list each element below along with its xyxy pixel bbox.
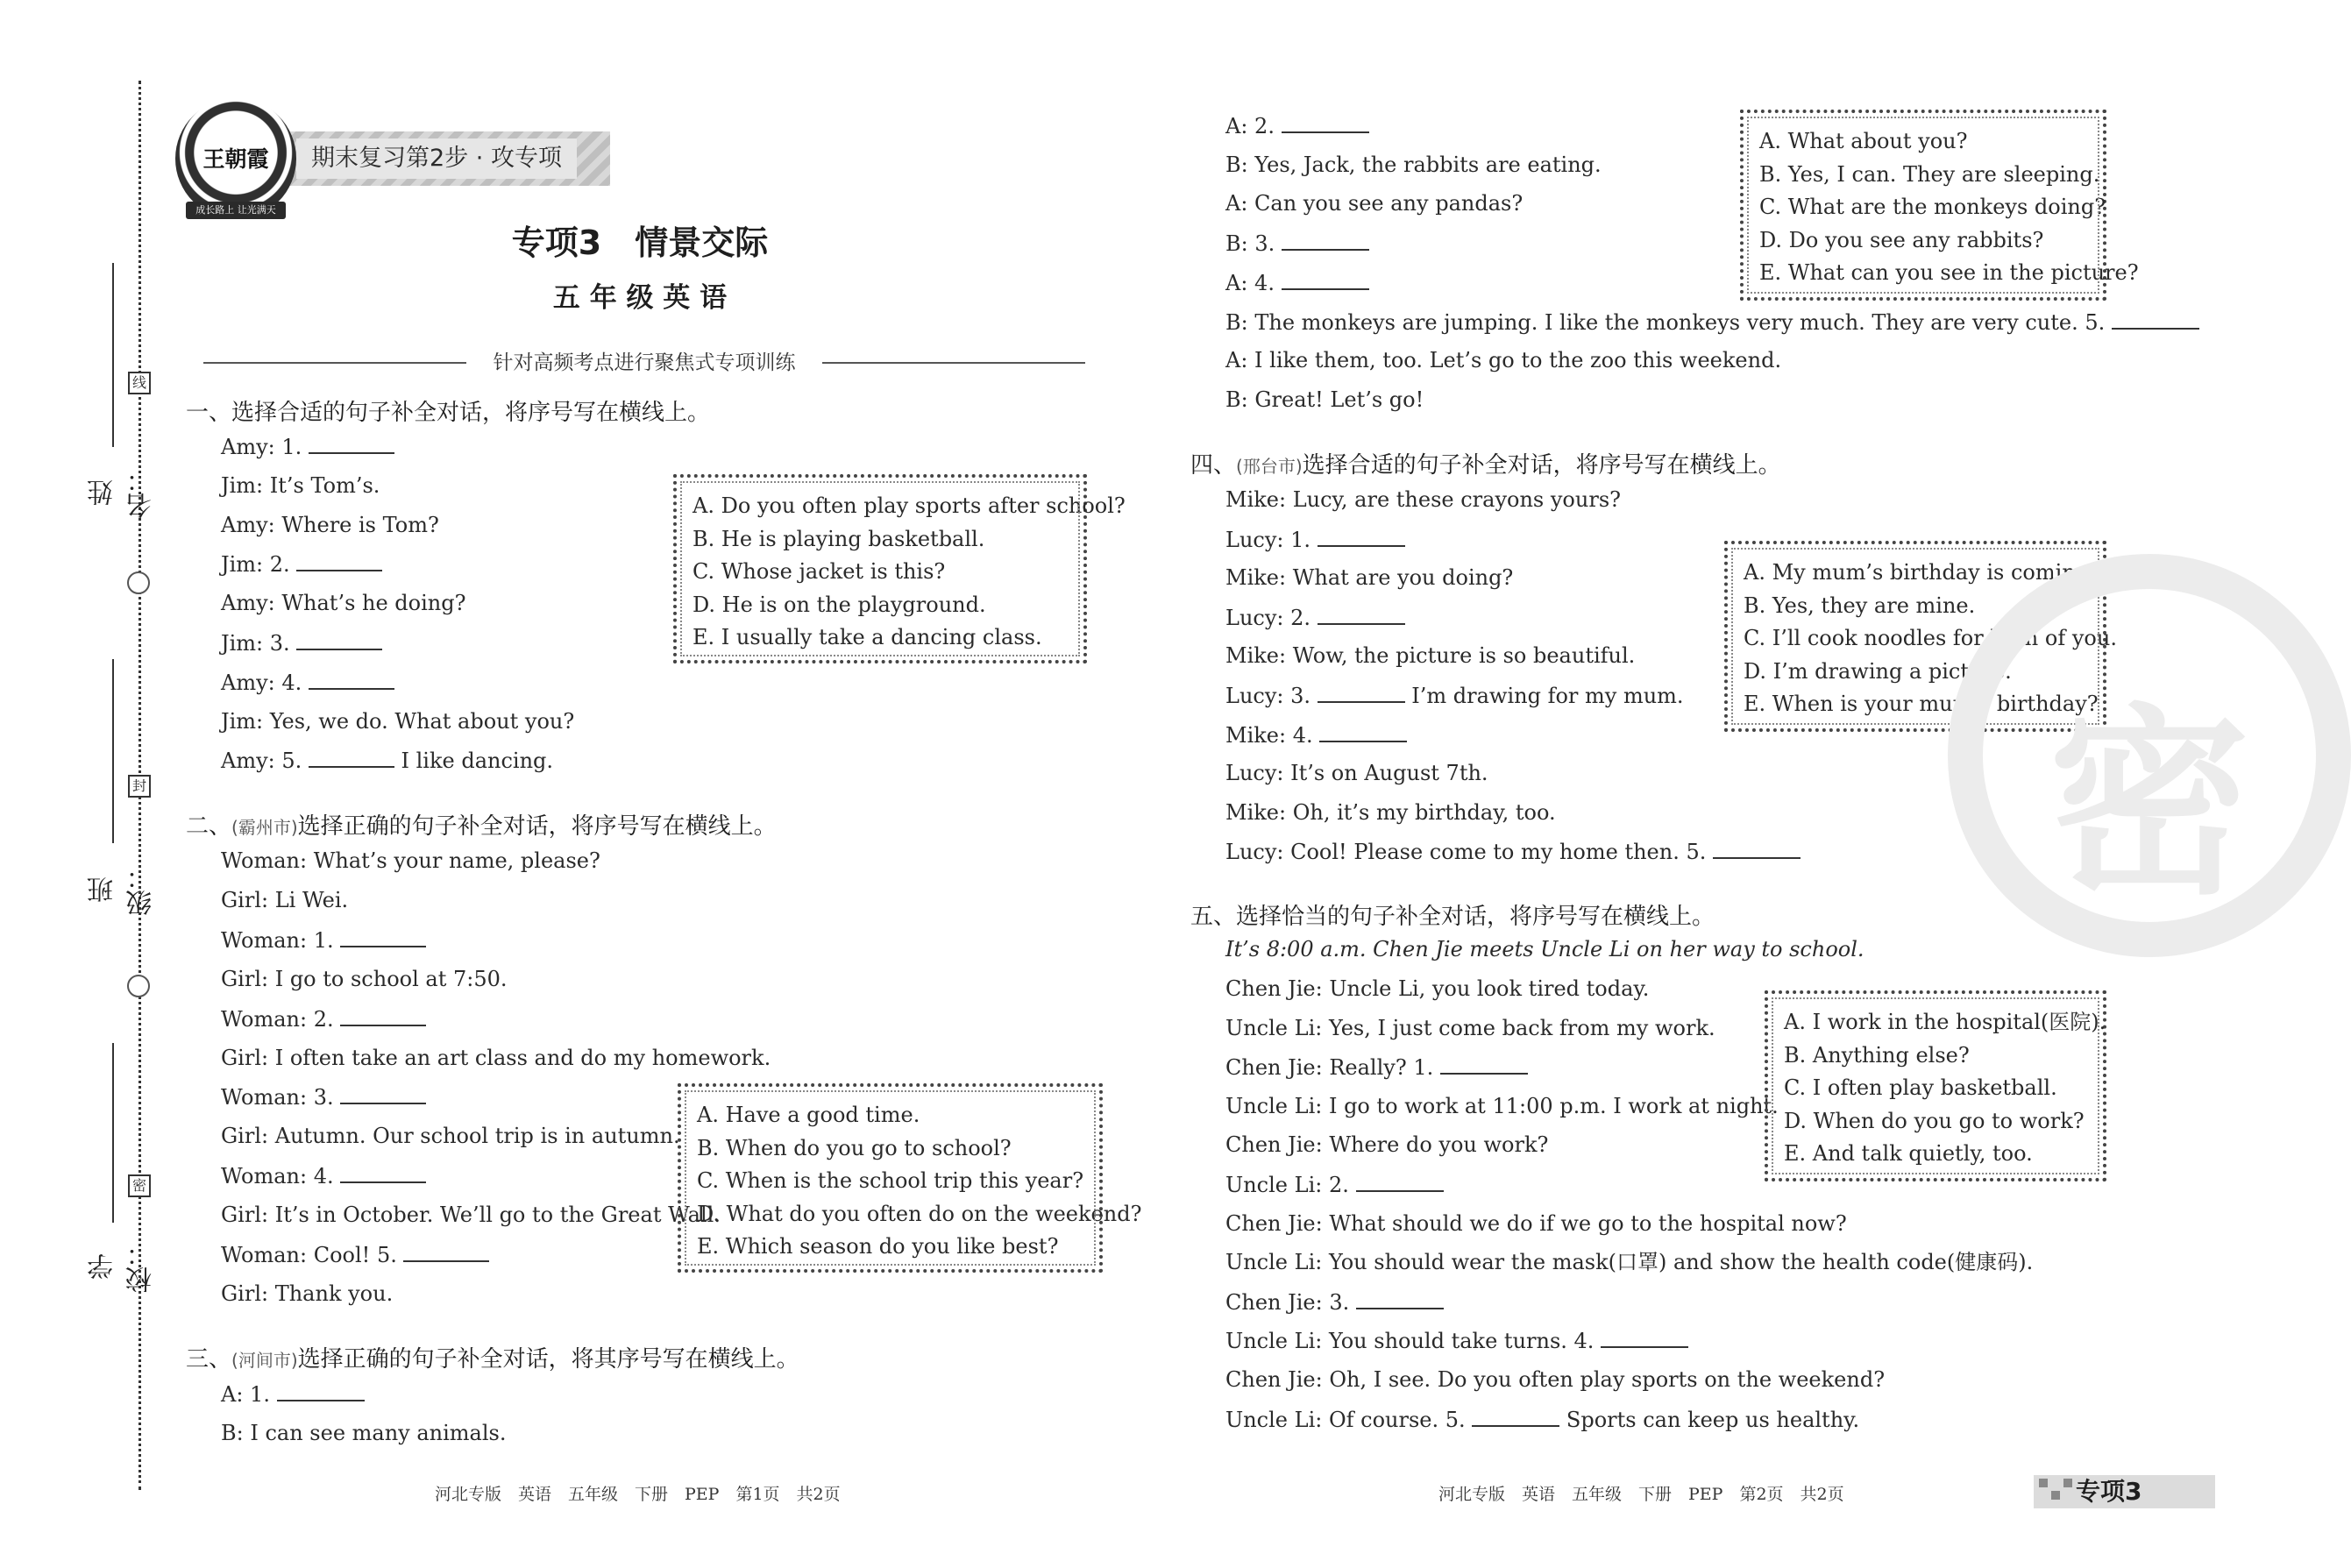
seal-tag-secret: 密 <box>128 1174 151 1197</box>
page-subtitle: 五 年 级 英 语 <box>552 282 728 314</box>
dialogue-line <box>1225 976 1649 1002</box>
section3-region-tag: (河间市) <box>231 1350 298 1371</box>
class-field-label: 班级： <box>88 863 157 916</box>
brand-logo <box>175 98 296 219</box>
dialogue-line <box>221 848 600 874</box>
section3-options <box>1740 110 2139 301</box>
dialogue-line <box>221 550 382 578</box>
answer-blank[interactable] <box>277 1380 365 1401</box>
answer-blank[interactable] <box>1601 1327 1688 1348</box>
dialogue-text: Girl: Thank you. <box>221 1281 394 1306</box>
dialogue-text: Lucy: 2. <box>1225 605 1318 630</box>
section1-heading: 一、选择合适的句子补全对话，将序号写在横线上。 <box>186 400 711 426</box>
dialogue-line <box>1225 1015 1715 1041</box>
dialogue-text: Uncle Li: You should take turns. 4. <box>1225 1329 1602 1354</box>
corner-section-label: 专项3 <box>2076 1477 2142 1506</box>
answer-blank[interactable] <box>1318 604 1405 625</box>
dialogue-line <box>221 1202 721 1228</box>
answer-blank[interactable] <box>340 1083 426 1104</box>
dialogue-text: Amy: 1. <box>221 435 309 459</box>
answer-blank[interactable] <box>1282 269 1369 290</box>
dialogue-text: Jim: Yes, we do. What about you? <box>221 708 575 734</box>
dialogue-text: Lucy: It’s on August 7th. <box>1225 761 1488 786</box>
section5-intro: It’s 8:00 a.m. Chen Jie meets Uncle Li on her way to school. <box>1225 937 1864 961</box>
dialogue-line <box>1225 347 1781 373</box>
option-item: A. Do you often play sports after school? <box>693 493 1126 518</box>
option-item: A. I work in the hospital(医院). <box>1784 1010 2106 1034</box>
dialogue-line <box>1225 1288 1444 1316</box>
dialogue-line <box>1225 682 1684 709</box>
answer-blank[interactable] <box>340 1162 426 1183</box>
dialogue-line <box>1225 642 1635 669</box>
dialogue-text: Chen Jie: What should we do if we go to the hospital now? <box>1225 1210 1847 1236</box>
dialogue-line <box>221 1420 507 1446</box>
corner-pattern-icon <box>2051 1491 2060 1500</box>
option-item: D. What do you often do on the weekend? <box>697 1201 1142 1226</box>
section5-heading: 五、选择恰当的句子补全对话，将序号写在横线上。 <box>1190 904 1715 930</box>
option-item: C. I often play basketball. <box>1784 1075 2057 1100</box>
dialogue-line <box>1225 564 1513 591</box>
answer-blank[interactable] <box>1356 1288 1444 1309</box>
dialogue-text: Woman: Cool! 5. <box>221 1243 404 1267</box>
dialogue-line <box>221 747 553 774</box>
series-banner <box>286 131 610 186</box>
option-item: A. What about you? <box>1759 129 1968 153</box>
dialogue-line <box>1225 799 1556 826</box>
option-item: C. When is the school trip this year? <box>697 1168 1084 1193</box>
answer-blank[interactable] <box>1472 1406 1559 1427</box>
dialogue-text: Mike: Wow, the picture is so beautiful. <box>1225 643 1636 669</box>
corner-section-tag <box>2034 1475 2215 1508</box>
dialogue-line <box>221 708 574 734</box>
option-item: D. He is on the playground. <box>693 592 986 617</box>
option-item: E. What can you see in the picture? <box>1759 260 2139 285</box>
answer-blank[interactable] <box>403 1241 489 1262</box>
section3-heading <box>186 1341 799 1373</box>
answer-blank[interactable] <box>1319 721 1407 742</box>
option-item: E. Which season do you like best? <box>697 1234 1059 1259</box>
option-item: E. When is your mum’s birthday? <box>1744 692 2099 716</box>
dialogue-text: B: Yes, Jack, the rabbits are eating. <box>1225 152 1602 177</box>
dialogue-text: Lucy: 1. <box>1225 527 1318 552</box>
dialogue-text: Girl: Li Wei. <box>221 887 349 912</box>
dialogue-text: A: 2. <box>1225 114 1282 138</box>
corner-pattern-icon <box>2063 1479 2072 1487</box>
dialogue-text: I like dancing. <box>394 749 554 774</box>
answer-blank[interactable] <box>296 550 382 571</box>
dialogue-text: Mike: Lucy, are these crayons yours? <box>1225 487 1621 512</box>
dialogue-line <box>1225 721 1407 749</box>
answer-blank[interactable] <box>1356 1171 1444 1192</box>
corner-pattern-icon <box>2039 1479 2048 1487</box>
dialogue-text: Jim: 2. <box>221 552 297 578</box>
section4-region-tag: (邢台市) <box>1236 456 1303 477</box>
option-item: C. What are the monkeys doing? <box>1759 195 2106 219</box>
dialogue-line <box>1225 190 1523 216</box>
name-field-label: 姓名： <box>88 466 157 519</box>
dialogue-text: Amy: 5. <box>221 749 309 774</box>
dialogue-line <box>221 887 348 913</box>
binding-hole-icon <box>127 975 150 997</box>
seal-tag-seal: 封 <box>128 775 151 798</box>
dialogue-text: Lucy: 3. <box>1225 684 1318 708</box>
answer-blank[interactable] <box>340 1005 426 1026</box>
section5-options <box>1765 990 2106 1181</box>
option-item: E. I usually take a dancing class. <box>693 625 1042 649</box>
dialogue-text: B: Great! Let’s go! <box>1225 387 1424 412</box>
dialogue-text: Uncle Li: You should wear the mask(口罩) and show the health code(健康码). <box>1225 1250 2034 1275</box>
section2-options <box>678 1083 1142 1273</box>
dialogue-text: Woman: 3. <box>221 1085 341 1110</box>
binding-hole-icon <box>127 571 150 594</box>
dialogue-line <box>1225 760 1488 786</box>
dialogue-text: Girl: It’s in October. We’ll go to the Great Wall. <box>221 1203 721 1228</box>
dialogue-text: A: 4. <box>1225 270 1282 295</box>
dialogue-line <box>1225 1171 1444 1198</box>
dialogue-text: B: 3. <box>1225 231 1282 257</box>
option-item: B. When do you go to school? <box>697 1135 1012 1160</box>
dialogue-line <box>1225 1054 1528 1081</box>
dialogue-line <box>1225 387 1424 413</box>
series-banner-text: 期末复习第2步 · 攻专项 <box>296 138 577 179</box>
dialogue-text: A: 1. <box>221 1382 277 1407</box>
answer-blank[interactable] <box>2112 309 2199 330</box>
section3-instruction: 选择正确的句子补全对话，将其序号写在横线上。 <box>297 1346 799 1373</box>
dialogue-text: Uncle Li: 2. <box>1225 1173 1356 1197</box>
dialogue-line <box>221 669 394 696</box>
dialogue-text: Woman: 1. <box>221 927 341 953</box>
dialogue-line <box>1225 838 1801 865</box>
dialogue-line <box>221 1123 680 1149</box>
dialogue-text: Uncle Li: Yes, I just come back from my work. <box>1225 1015 1715 1040</box>
dialogue-text: Jim: It’s Tom’s. <box>221 472 380 498</box>
secret-watermark-text: 密 <box>2048 685 2250 922</box>
dialogue-text: A: Can you see any pandas? <box>1225 191 1524 216</box>
option-item: B. Yes, they are mine. <box>1744 592 1976 618</box>
dialogue-line <box>1225 230 1369 257</box>
dialogue-line <box>1225 269 1369 296</box>
dialogue-line <box>221 926 426 954</box>
dialogue-text: Woman: What’s your name, please? <box>221 848 600 873</box>
dialogue-text: Sports can keep us healthy. <box>1559 1407 1860 1432</box>
dialogue-line <box>1225 152 1602 178</box>
dialogue-text: Chen Jie: Where do you work? <box>1225 1132 1549 1158</box>
dialogue-line <box>1225 1210 1847 1237</box>
dialogue-line <box>221 590 465 616</box>
dialogue-line <box>221 629 382 656</box>
dialogue-text: B: The monkeys are jumping. I like the monkeys very much. They are very cute. 5. <box>1225 309 2112 335</box>
dialogue-line <box>221 1241 489 1268</box>
dialogue-text: Mike: What are you doing? <box>1225 565 1514 591</box>
section3-number: 三、 <box>186 1346 232 1373</box>
brand-logo-text: 王朝霞 <box>202 146 269 172</box>
option-item: B. Yes, I can. They are sleeping. <box>1759 161 2100 187</box>
dialogue-text: Girl: I go to school at 7:50. <box>221 966 508 991</box>
answer-blank[interactable] <box>1440 1054 1528 1075</box>
dialogue-line <box>1225 309 2199 336</box>
section4-number: 四、 <box>1190 452 1237 479</box>
section4-heading <box>1190 447 1781 479</box>
section2-region-tag: (霸州市) <box>231 817 298 838</box>
option-item: D. When do you go to work? <box>1784 1108 2085 1133</box>
dialogue-text: Mike: 4. <box>1225 722 1320 748</box>
dialogue-text: Uncle Li: Of course. 5. <box>1225 1407 1473 1432</box>
dialogue-line <box>1225 1249 2033 1275</box>
section1-options <box>673 474 1126 663</box>
answer-blank[interactable] <box>1318 682 1405 703</box>
seal-tag-line: 线 <box>128 372 151 394</box>
dialogue-line <box>1225 1327 1688 1354</box>
dialogue-line <box>221 433 394 460</box>
dialogue-text: A: I like them, too. Let’s go to the zoo this weekend. <box>1225 348 1782 373</box>
answer-blank[interactable] <box>1282 230 1369 251</box>
dialogue-text: Chen Jie: Oh, I see. Do you often play sports on the weekend? <box>1225 1367 1886 1392</box>
section4-instruction: 选择合适的句子补全对话，将序号写在横线上。 <box>1302 452 1781 479</box>
dialogue-line <box>1225 486 1621 513</box>
footer-page-1: 河北专版 英语 五年级 下册 PEP 第1页 共2页 <box>435 1485 841 1504</box>
dialogue-text: Lucy: Cool! Please come to my home then. 5. <box>1225 840 1713 865</box>
footer-page-2: 河北专版 英语 五年级 下册 PEP 第2页 共2页 <box>1438 1485 1844 1504</box>
dialogue-text: Amy: 4. <box>221 670 309 695</box>
school-field-blank[interactable] <box>112 1043 114 1223</box>
dialogue-text: Mike: Oh, it’s my birthday, too. <box>1225 799 1556 825</box>
section2-number: 二、 <box>186 813 232 840</box>
school-field-label: 学校： <box>88 1240 157 1293</box>
dialogue-text: I’m drawing for my mum. <box>1404 684 1684 708</box>
answer-blank[interactable] <box>309 433 394 454</box>
option-item: D. I’m drawing a picture. <box>1744 658 2012 684</box>
answer-blank[interactable] <box>309 669 394 690</box>
section2-instruction: 选择正确的句子补全对话，将序号写在横线上。 <box>297 813 777 840</box>
dialogue-text: Girl: I often take an art class and do my homework. <box>221 1045 771 1070</box>
dialogue-line <box>221 1162 426 1189</box>
dialogue-line <box>221 1281 393 1307</box>
dialogue-line <box>221 1083 426 1110</box>
dialogue-line <box>1225 1132 1548 1158</box>
dialogue-text: Uncle Li: I go to work at 11:00 p.m. I work at night. <box>1225 1093 1779 1118</box>
answer-blank[interactable] <box>340 926 426 947</box>
answer-blank[interactable] <box>1318 526 1405 547</box>
dialogue-line <box>221 1380 365 1408</box>
answer-blank[interactable] <box>296 629 382 650</box>
option-item: B. He is playing basketball. <box>693 526 985 551</box>
dialogue-text: Chen Jie: Uncle Li, you look tired today. <box>1225 976 1650 1001</box>
dialogue-text: Amy: What’s he doing? <box>221 591 466 616</box>
dialogue-line <box>1225 526 1405 553</box>
option-item: E. And talk quietly, too. <box>1784 1141 2033 1166</box>
answer-blank[interactable] <box>309 747 394 768</box>
page-title: 专项3 情景交际 <box>511 223 769 262</box>
dialogue-line <box>221 472 380 499</box>
option-item: D. Do you see any rabbits? <box>1759 227 2044 252</box>
dialogue-line <box>1225 1406 1859 1433</box>
brand-ribbon: 成长路上 让光满天 <box>186 202 286 219</box>
dialogue-line <box>221 1005 426 1032</box>
option-item: C. Whose jacket is this? <box>693 559 946 584</box>
dialogue-text: Jim: 3. <box>221 631 297 656</box>
option-item: B. Anything else? <box>1784 1042 1970 1068</box>
option-item: A. My mum’s birthday is coming. <box>1744 560 2096 585</box>
class-field-blank[interactable] <box>112 659 114 843</box>
dialogue-line <box>221 966 508 992</box>
dialogue-line <box>1225 1093 1779 1119</box>
dialogue-text: Chen Jie: 3. <box>1225 1289 1356 1315</box>
answer-blank[interactable] <box>1713 838 1801 859</box>
dialogue-text: Woman: 4. <box>221 1164 341 1189</box>
dialogue-text: Woman: 2. <box>221 1006 341 1032</box>
section2-heading <box>186 808 777 841</box>
dialogue-line <box>1225 604 1405 631</box>
dialogue-line <box>221 1045 771 1071</box>
answer-blank[interactable] <box>1282 112 1369 133</box>
dialogue-line <box>1225 112 1369 139</box>
option-item: C. I’ll cook noodles for both of you. <box>1744 626 2117 650</box>
name-field-blank[interactable] <box>112 263 114 447</box>
dialogue-line <box>221 512 439 538</box>
dialogue-text: Chen Jie: Really? 1. <box>1225 1055 1440 1081</box>
tagline: 针对高频考点进行聚焦式专项训练 <box>203 345 1085 380</box>
dialogue-text: B: I can see many animals. <box>221 1421 507 1445</box>
dialogue-text: Amy: Where is Tom? <box>221 512 439 537</box>
option-item: A. Have a good time. <box>697 1103 920 1127</box>
secret-watermark <box>1948 554 2351 957</box>
dialogue-text: Girl: Autumn. Our school trip is in autumn. <box>221 1124 680 1149</box>
dialogue-line <box>1225 1366 1885 1393</box>
